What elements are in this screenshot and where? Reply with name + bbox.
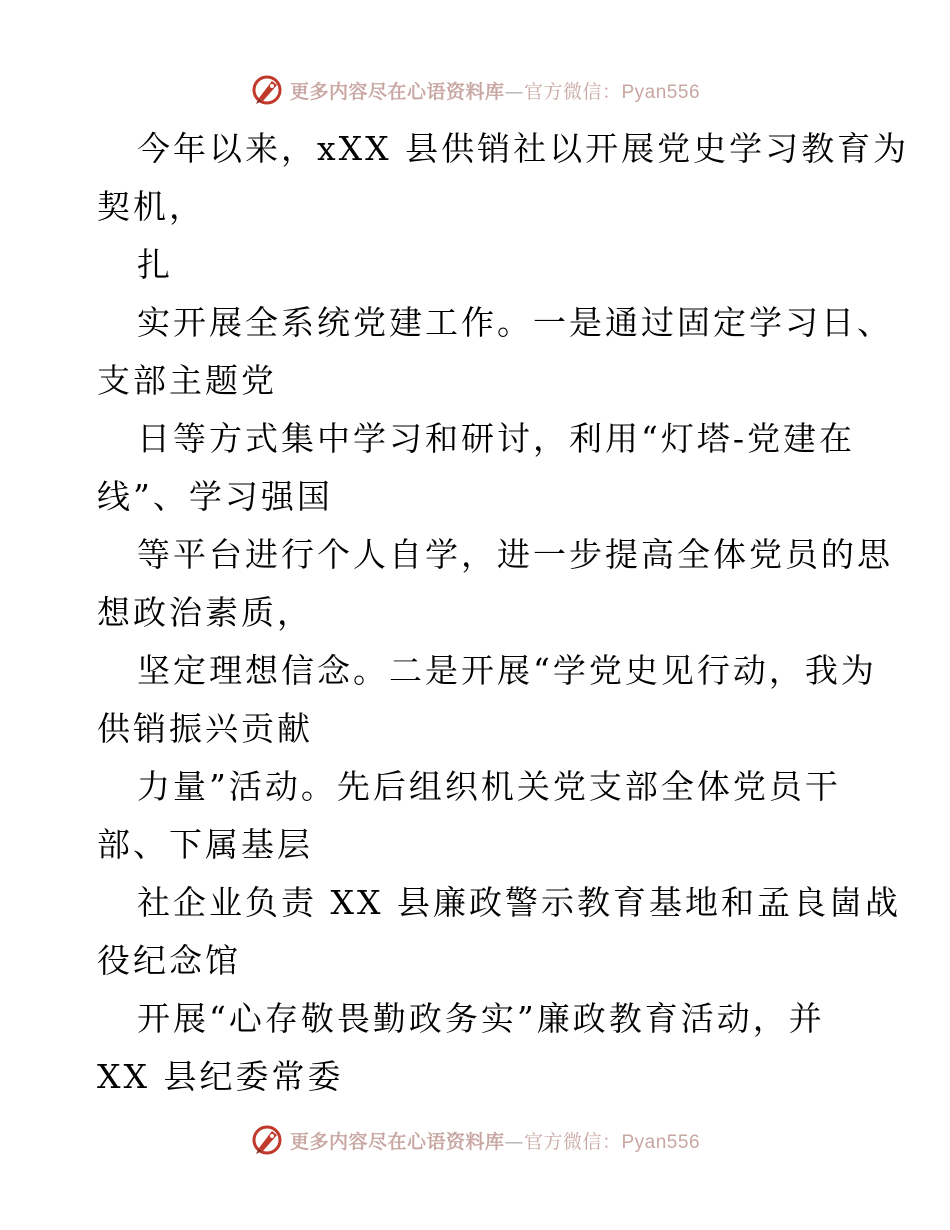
watermark-text: [290, 1127, 700, 1154]
text-line: 日等方式集中学习和研讨，利用“灯塔-党建在: [137, 419, 856, 458]
text-line: 开展“心存敬畏勤政务实”廉政教育活动，并: [137, 999, 825, 1038]
text-line: 役纪念馆: [97, 941, 241, 980]
text-line: 社企业负责 XX 县廉政警示教育基地和孟良崮战: [137, 883, 901, 922]
watermark-sub: 官方微信：: [523, 80, 622, 103]
text-line: 部、下属基层: [97, 825, 313, 864]
watermark-dash: —: [504, 80, 524, 103]
text-line: 扎: [137, 245, 173, 284]
watermark-sub: 官方微信：: [523, 1130, 622, 1153]
pen-logo-icon: [250, 73, 284, 107]
text-line: 等平台进行个人自学，进一步提高全体党员的思: [137, 535, 893, 574]
text-line: 想政治素质，: [97, 593, 313, 632]
watermark-dash: —: [504, 1130, 524, 1153]
text-line: 力量”活动。先后组织机关党支部全体党员干: [137, 767, 841, 806]
text-line: 坚定理想信念。二是开展“学党史见行动，我为: [137, 651, 877, 690]
text-line: 支部主题党: [97, 361, 277, 400]
pen-logo-icon: [250, 1123, 284, 1157]
document-body: [97, 120, 910, 1106]
watermark-id: Pyan556: [621, 1131, 701, 1153]
text-line: 供销振兴贡献: [97, 709, 313, 748]
text-line: 线”、学习强国: [97, 477, 333, 516]
text-line: 今年以来，xXX 县供销社以开展党史学习教育为: [137, 129, 910, 168]
footer-watermark: [0, 1120, 950, 1160]
text-line: 实开展全系统党建工作。一是通过固定学习日、: [137, 303, 893, 342]
watermark-main: 更多内容尽在心语资料库: [289, 80, 505, 103]
watermark-id: Pyan556: [621, 81, 701, 103]
text-line: 契机，: [97, 187, 205, 226]
text-line: XX 县纪委常委: [97, 1057, 344, 1096]
watermark-main: 更多内容尽在心语资料库: [289, 1130, 505, 1153]
watermark-text: [290, 77, 700, 104]
header-watermark: [0, 70, 950, 110]
